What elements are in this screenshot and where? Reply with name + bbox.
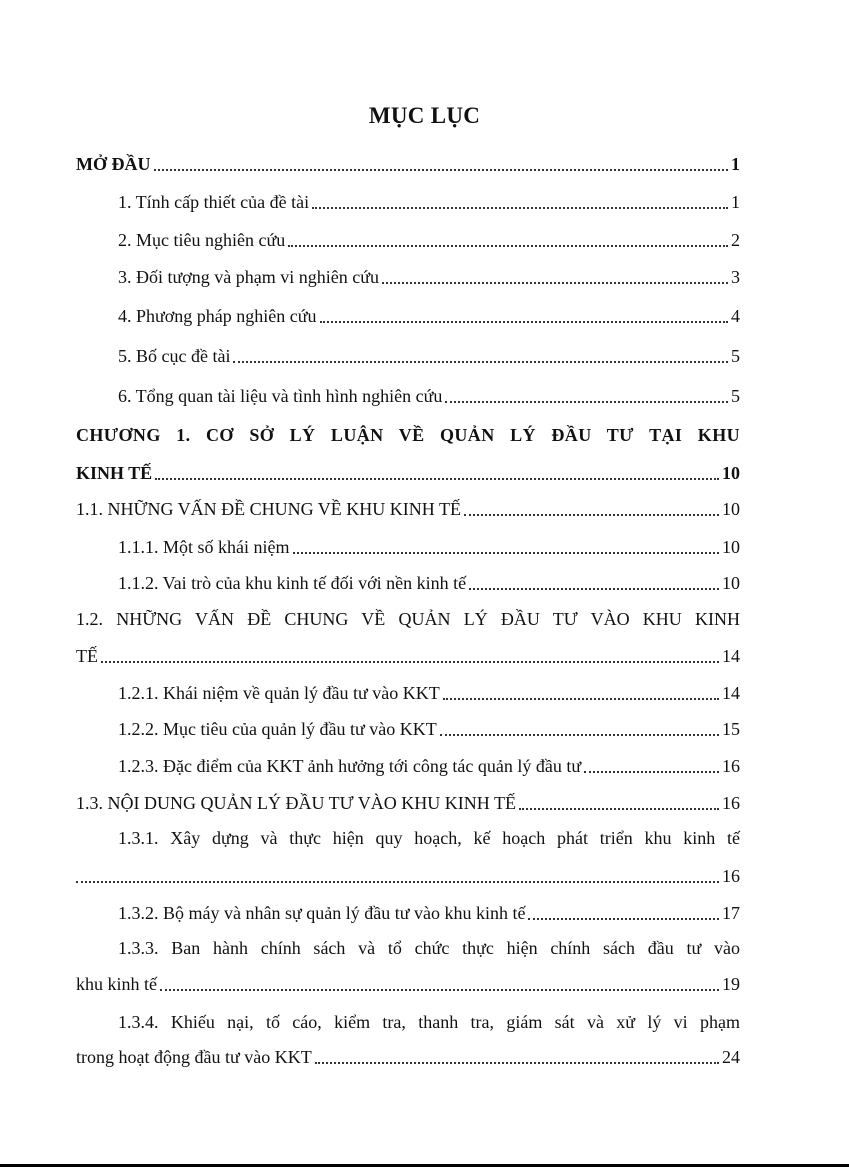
- toc-entry-label: 1.3.2. Bộ máy và nhân sự quản lý đầu tư vào khu kinh tế: [118, 903, 526, 923]
- dot-leader: [584, 771, 719, 773]
- toc-page-number: 14: [722, 646, 740, 666]
- toc-entry-label: 1.1. NHỮNG VẤN ĐỀ CHUNG VỀ KHU KINH TẾ: [76, 499, 461, 519]
- toc-page-number: 5: [731, 346, 740, 366]
- toc-entry[interactable]: [118, 571, 740, 595]
- toc-entry-label: 6. Tổng quan tài liệu và tình hình nghiên cứu: [118, 386, 443, 406]
- toc-entry-label: 1.2.1. Khái niệm về quản lý đầu tư vào KKT: [118, 683, 440, 703]
- toc-entry[interactable]: [76, 152, 740, 176]
- toc-page-number: 15: [722, 719, 740, 739]
- toc-page-number: 14: [722, 683, 740, 703]
- page-title: MỤC LỤC: [368, 103, 481, 128]
- dot-leader: [101, 661, 719, 663]
- toc-entry[interactable]: [76, 864, 740, 888]
- toc-page-number: 3: [731, 267, 740, 287]
- toc-page-number: 10: [722, 537, 740, 557]
- toc-page-number: 17: [722, 903, 740, 923]
- toc-page-number: 24: [722, 1047, 740, 1067]
- toc-page-number: 2: [731, 230, 740, 250]
- dot-leader: [528, 918, 719, 920]
- toc-page-number: 16: [722, 756, 740, 776]
- toc-entry-label: 1.3. NỘI DUNG QUẢN LÝ ĐẦU TƯ VÀO KHU KINH TẾ: [76, 793, 516, 813]
- toc-entry[interactable]: [76, 461, 740, 485]
- toc-entry[interactable]: [76, 644, 740, 668]
- toc-entry-label: 3. Đối tượng và phạm vi nghiên cứu: [118, 267, 379, 287]
- toc-entry[interactable]: [118, 754, 740, 778]
- toc-entry-label: trong hoạt động đầu tư vào KKT: [76, 1047, 312, 1067]
- toc-page-number: 10: [722, 573, 740, 593]
- toc-section-heading[interactable]: 1.2. NHỮNG VẤN ĐỀ CHUNG VỀ QUẢN LÝ ĐẦU TƯ VÀO KHU KINH: [76, 609, 740, 629]
- dot-leader: [443, 698, 719, 700]
- toc-entry[interactable]: [118, 681, 740, 705]
- dot-leader: [320, 321, 728, 323]
- toc-entry[interactable]: [118, 265, 740, 289]
- dot-leader: [154, 169, 729, 171]
- bottom-border-line: [0, 1164, 849, 1167]
- toc-entry[interactable]: [118, 228, 740, 252]
- toc-entry[interactable]: [118, 717, 740, 741]
- dot-leader: [76, 881, 719, 883]
- toc-page-number: 1: [731, 192, 740, 212]
- toc-entry-label: 4. Phương pháp nghiên cứu: [118, 306, 317, 326]
- dot-leader: [464, 514, 719, 516]
- dot-leader: [382, 282, 728, 284]
- toc-entry[interactable]: [118, 190, 740, 214]
- dot-leader: [312, 207, 728, 209]
- toc-chapter-heading[interactable]: CHƯƠNG 1. CƠ SỞ LÝ LUẬN VỀ QUẢN LÝ ĐẦU TƯ TẠI KHU: [76, 425, 740, 445]
- toc-entry-label: 1.1.1. Một số khái niệm: [118, 537, 290, 557]
- toc-entry-label: 1.2.2. Mục tiêu của quản lý đầu tư vào KKT: [118, 719, 437, 739]
- toc-page-number: 19: [722, 974, 740, 994]
- dot-leader: [288, 245, 728, 247]
- toc-entry[interactable]: [118, 384, 740, 408]
- toc-entry-label: 1.2.3. Đặc điểm của KKT ảnh hưởng tới công tác quản lý đầu tư: [118, 756, 582, 776]
- toc-subsection-heading[interactable]: 1.3.3. Ban hành chính sách và tổ chức thực hiện chính sách đầu tư vào: [118, 938, 740, 958]
- toc-entry[interactable]: [76, 791, 740, 815]
- toc-page-number: 5: [731, 386, 740, 406]
- toc-entry-label: khu kinh tế: [76, 974, 157, 994]
- dot-leader: [519, 808, 719, 810]
- toc-entry-label: KINH TẾ: [76, 463, 153, 483]
- toc-entry[interactable]: [118, 344, 740, 368]
- toc-entry-label: 2. Mục tiêu nghiên cứu: [118, 230, 286, 250]
- toc-page-number: 16: [722, 866, 740, 886]
- dot-leader: [440, 734, 719, 736]
- toc-entry-label: 5. Bố cục đề tài: [118, 346, 231, 366]
- dot-leader: [155, 478, 719, 480]
- dot-leader: [293, 552, 720, 554]
- dot-leader: [469, 588, 719, 590]
- dot-leader: [233, 361, 728, 363]
- toc-entry[interactable]: [118, 901, 740, 925]
- toc-subsection-heading[interactable]: 1.3.4. Khiếu nại, tố cáo, kiểm tra, thanh tra, giám sát và xử lý vi phạm: [118, 1012, 740, 1032]
- toc-page-number: 10: [722, 463, 740, 483]
- toc-page-number: 10: [722, 499, 740, 519]
- toc-entry[interactable]: [76, 972, 740, 996]
- toc-entry[interactable]: [118, 535, 740, 559]
- toc-page-number: 4: [731, 306, 740, 326]
- toc-entry-label: 1. Tính cấp thiết của đề tài: [118, 192, 310, 212]
- dot-leader: [315, 1062, 719, 1064]
- dot-leader: [160, 989, 719, 991]
- toc-entry-label: TẾ: [76, 646, 98, 666]
- toc-entry-label: 1.1.2. Vai trò của khu kinh tế đối với nền kinh tế: [118, 573, 467, 593]
- toc-page-number: 1: [731, 154, 740, 174]
- toc-entry-label: MỞ ĐẦU: [76, 154, 151, 174]
- toc-subsection-heading[interactable]: 1.3.1. Xây dựng và thực hiện quy hoạch, kế hoạch phát triển khu kinh tế: [118, 828, 740, 848]
- toc-entry[interactable]: [76, 1045, 740, 1069]
- toc-entry[interactable]: [118, 304, 740, 328]
- dot-leader: [445, 401, 728, 403]
- toc-entry[interactable]: [76, 497, 740, 521]
- toc-page-number: 16: [722, 793, 740, 813]
